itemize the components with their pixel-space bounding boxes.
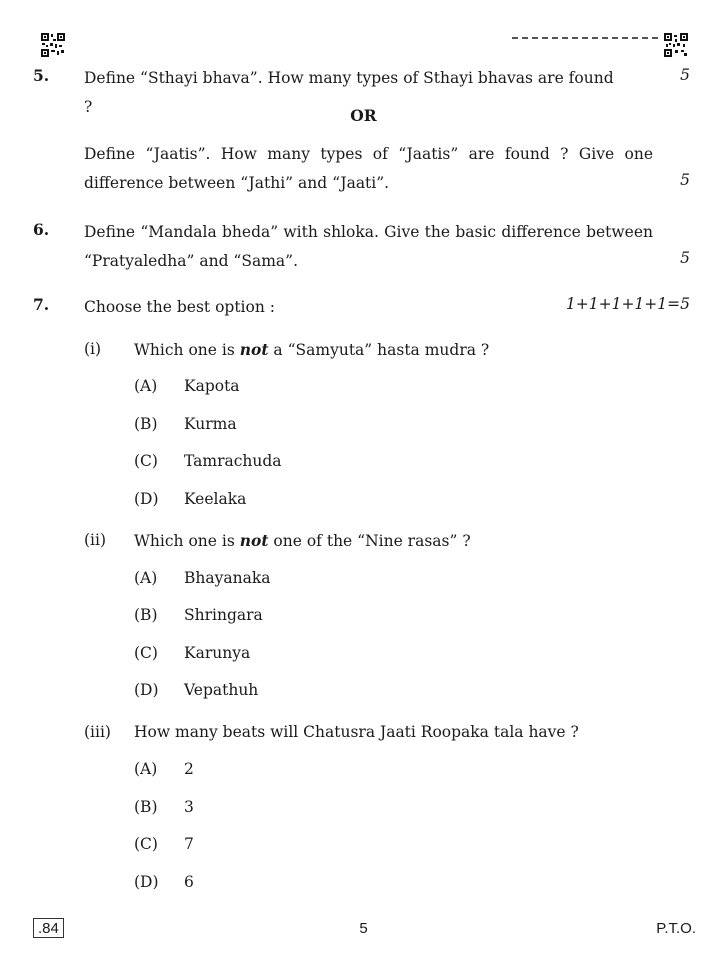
option-text: 2 [184,760,194,778]
emphasis-text: not [239,531,269,550]
question-number: 5. [33,66,50,85]
option-label: (B) [134,415,158,433]
question-number: 7. [33,295,50,314]
option-label: (C) [134,644,158,662]
paper-code-box: .84 [33,918,64,938]
option-label: (A) [134,569,158,587]
option-label: (A) [134,377,158,395]
header-rule [512,37,658,39]
option-label: (B) [134,798,158,816]
question-marks: 5 [680,66,690,84]
question-marks: 5 [680,249,690,267]
sub-question-text-part: a “Samyuta” hasta mudra ? [268,341,490,359]
pto-label: P.T.O. [656,920,696,937]
qr-code-left-icon [41,33,65,57]
sub-question-text: How many beats will Chatusra Jaati Roopaka tala have ? [134,723,579,741]
option-text: Keelaka [184,490,247,508]
sub-question-text [134,335,634,365]
sub-question-text-part: Which one is [134,341,240,359]
option-text: 3 [184,798,194,816]
question-text: difference between “Jathi” and “Jaati”. [84,174,390,192]
question-text: Define “Jaatis”. How many types of “Jaatis” are found ? Give one [84,145,653,163]
option-text: Bhayanaka [184,569,271,587]
qr-code-right-icon [664,33,688,57]
option-label: (B) [134,606,158,624]
sub-question-number: (iii) [84,723,111,741]
option-text: 7 [184,835,194,853]
sub-question-text [134,526,634,556]
question-text: Define “Mandala bheda” with shloka. Give the basic difference between [84,223,653,241]
question-number: 6. [33,220,50,239]
question-text: Choose the best option : [84,298,275,316]
option-label: (C) [134,835,158,853]
question-text: Define “Sthayi bhava”. How many types of Sthayi bhavas are found ? [84,69,614,116]
option-text: Kapota [184,377,240,395]
question-marks: 1+1+1+1+1=5 [565,295,690,313]
emphasis-text: not [239,340,269,359]
option-label: (D) [134,873,159,891]
sub-question-text-part: Which one is [134,532,240,550]
question-text: “Pratyaledha” and “Sama”. [84,252,299,270]
option-text: Karunya [184,644,251,662]
option-text: Tamrachuda [184,452,282,470]
option-label: (A) [134,760,158,778]
option-label: (C) [134,452,158,470]
question-marks: 5 [680,171,690,189]
option-text: 6 [184,873,194,891]
sub-question-number: (i) [84,340,102,358]
option-text: Shringara [184,606,263,624]
or-divider: OR [350,106,377,125]
sub-question-number: (ii) [84,531,107,549]
option-text: Vepathuh [184,681,259,699]
option-label: (D) [134,490,159,508]
sub-question-text-part: one of the “Nine rasas” ? [268,532,471,550]
option-text: Kurma [184,415,237,433]
page-number: 5 [359,920,368,937]
option-label: (D) [134,681,159,699]
